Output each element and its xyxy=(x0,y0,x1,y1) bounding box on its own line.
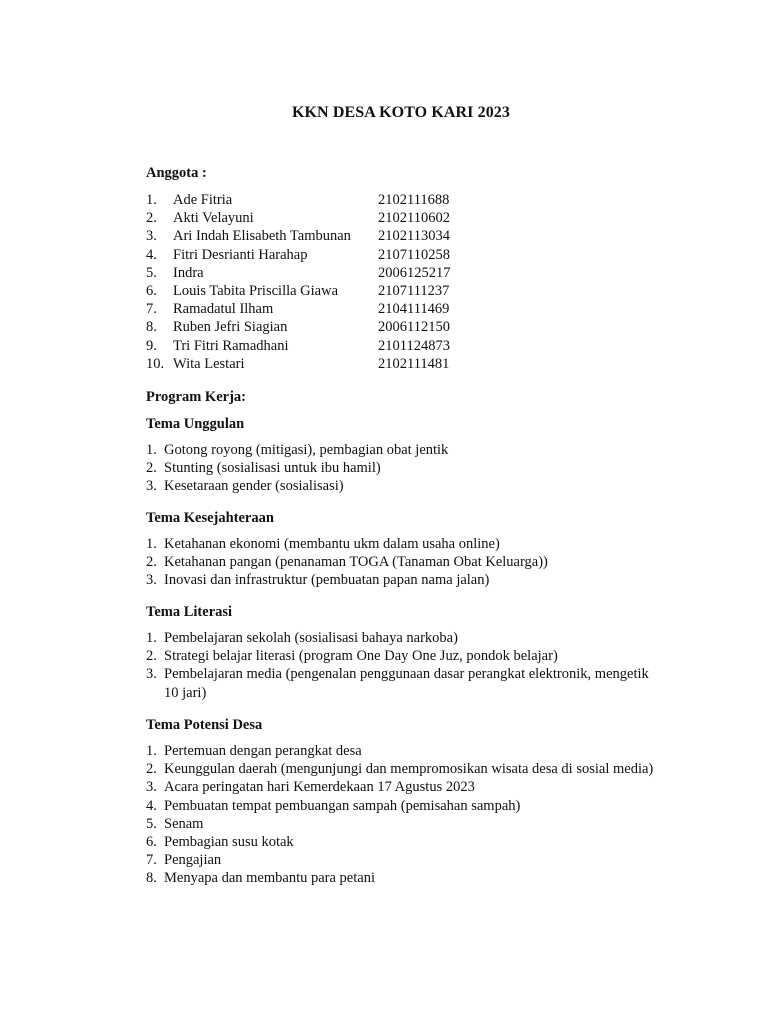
member-nim: 2102110602 xyxy=(378,210,450,227)
program-kerja-heading: Program Kerja: xyxy=(146,389,246,405)
member-nim: 2006125217 xyxy=(378,264,451,281)
theme-heading-unggulan: Tema Unggulan xyxy=(146,416,245,432)
list-item-number: 1. xyxy=(146,630,157,646)
list-item-number: 3. xyxy=(146,572,157,589)
member-row xyxy=(146,246,606,264)
member-number: 2. xyxy=(146,210,157,227)
theme-heading-literasi: Tema Literasi xyxy=(146,604,233,620)
list-item-text: Pengajian xyxy=(164,852,222,869)
member-name: Akti Velayuni xyxy=(173,210,254,227)
list-item-number: 1. xyxy=(146,442,157,458)
list-item-text: Stunting (sosialisasi untuk ibu hamil) xyxy=(164,460,381,477)
member-name: Louis Tabita Priscilla Giawa xyxy=(173,282,339,299)
list-item-number: 1. xyxy=(146,743,157,759)
list-item xyxy=(146,535,656,553)
list-item-text: Pembuatan tempat pembuangan sampah (pemisahan sampah) xyxy=(164,797,521,814)
list-item xyxy=(146,647,656,665)
list-item-number: 2. xyxy=(146,761,157,778)
member-nim: 2104111469 xyxy=(378,301,450,318)
member-row xyxy=(146,355,606,373)
member-name: Indra xyxy=(173,264,204,281)
member-nim: 2102111481 xyxy=(378,355,450,372)
member-list xyxy=(146,191,606,373)
list-item-number: 6. xyxy=(146,834,157,851)
list-item-number: 3. xyxy=(146,779,157,796)
theme-list-literasi xyxy=(146,629,656,702)
member-name: Tri Fitri Ramadhani xyxy=(173,337,289,354)
document-title: KKN DESA KOTO KARI 2023 xyxy=(291,104,511,121)
member-nim: 2101124873 xyxy=(378,337,450,354)
list-item-text: Kesetaraan gender (sosialisasi) xyxy=(164,478,344,495)
list-item-text: Pembelajaran media (pengenalan penggunaan dasar perangkat elektronik, mengetik 10 jari) xyxy=(164,666,649,701)
list-item-number: 2. xyxy=(146,460,157,477)
member-number: 9. xyxy=(146,337,157,354)
list-item-number: 2. xyxy=(146,648,157,665)
list-item xyxy=(146,477,656,495)
list-item-number: 2. xyxy=(146,554,157,571)
member-name: Ramadatul Ilham xyxy=(173,301,274,318)
list-item xyxy=(146,815,656,833)
member-number: 1. xyxy=(146,192,157,208)
list-item-text: Gotong royong (mitigasi), pembagian obat jentik xyxy=(164,442,449,458)
list-item xyxy=(146,833,656,851)
member-name: Ari Indah Elisabeth Tambunan xyxy=(173,228,351,245)
list-item xyxy=(146,851,656,869)
list-item-number: 4. xyxy=(146,797,157,814)
list-item-text: Pembelajaran sekolah (sosialisasi bahaya narkoba) xyxy=(164,630,458,646)
member-row xyxy=(146,318,606,336)
member-name: Ade Fitria xyxy=(173,192,233,208)
theme-list-kesejahteraan xyxy=(146,535,656,590)
member-nim: 2006112150 xyxy=(378,319,450,336)
member-number: 8. xyxy=(146,319,157,336)
list-item-text: Ketahanan pangan (penanaman TOGA (Tanaman Obat Keluarga)) xyxy=(164,554,548,571)
theme-list-potensi-desa xyxy=(146,742,656,888)
member-number: 4. xyxy=(146,246,157,263)
theme-heading-kesejahteraan: Tema Kesejahteraan xyxy=(146,510,274,526)
list-item-number: 8. xyxy=(146,870,157,887)
member-number: 6. xyxy=(146,282,157,299)
member-row xyxy=(146,191,606,209)
list-item-text: Menyapa dan membantu para petani xyxy=(164,870,375,887)
list-item xyxy=(146,571,656,589)
list-item-text: Inovasi dan infrastruktur (pembuatan papan nama jalan) xyxy=(164,572,490,589)
list-item-number: 3. xyxy=(146,666,157,683)
member-row xyxy=(146,209,606,227)
member-nim: 2102111688 xyxy=(378,192,450,208)
list-item xyxy=(146,797,656,815)
list-item xyxy=(146,441,656,459)
theme-heading-potensi-desa: Tema Potensi Desa xyxy=(146,717,263,733)
list-item-text: Pertemuan dengan perangkat desa xyxy=(164,743,362,759)
list-item xyxy=(146,665,656,701)
member-name: Ruben Jefri Siagian xyxy=(173,319,288,336)
list-item-text: Acara peringatan hari Kemerdekaan 17 Agustus 2023 xyxy=(164,779,475,796)
member-nim: 2102113034 xyxy=(378,228,450,245)
member-row xyxy=(146,227,606,245)
list-item xyxy=(146,742,656,760)
member-name: Fitri Desrianti Harahap xyxy=(173,246,308,263)
list-item-number: 3. xyxy=(146,478,157,495)
member-row xyxy=(146,264,606,282)
list-item-text: Keunggulan daerah (mengunjungi dan mempromosikan wisata desa di sosial media) xyxy=(164,761,654,778)
member-nim: 2107111237 xyxy=(378,282,450,299)
list-item-text: Pembagian susu kotak xyxy=(164,834,294,851)
member-nim: 2107110258 xyxy=(378,246,450,263)
list-item xyxy=(146,553,656,571)
list-item-text: Ketahanan ekonomi (membantu ukm dalam usaha online) xyxy=(164,536,500,552)
list-item xyxy=(146,760,656,778)
member-number: 7. xyxy=(146,301,157,318)
anggota-heading: Anggota : xyxy=(146,165,207,181)
theme-list-unggulan xyxy=(146,441,656,496)
list-item xyxy=(146,869,656,887)
list-item-number: 1. xyxy=(146,536,157,552)
list-item-number: 7. xyxy=(146,852,157,869)
member-name: Wita Lestari xyxy=(173,355,245,372)
member-row xyxy=(146,300,606,318)
member-number: 5. xyxy=(146,264,157,281)
member-row xyxy=(146,337,606,355)
member-number: 3. xyxy=(146,228,157,245)
list-item-text: Strategi belajar literasi (program One Day One Juz, pondok belajar) xyxy=(164,648,558,665)
list-item-number: 5. xyxy=(146,815,157,832)
member-row xyxy=(146,282,606,300)
member-number: 10. xyxy=(146,355,165,372)
list-item xyxy=(146,459,656,477)
list-item xyxy=(146,778,656,796)
list-item xyxy=(146,629,656,647)
list-item-text: Senam xyxy=(164,815,204,832)
